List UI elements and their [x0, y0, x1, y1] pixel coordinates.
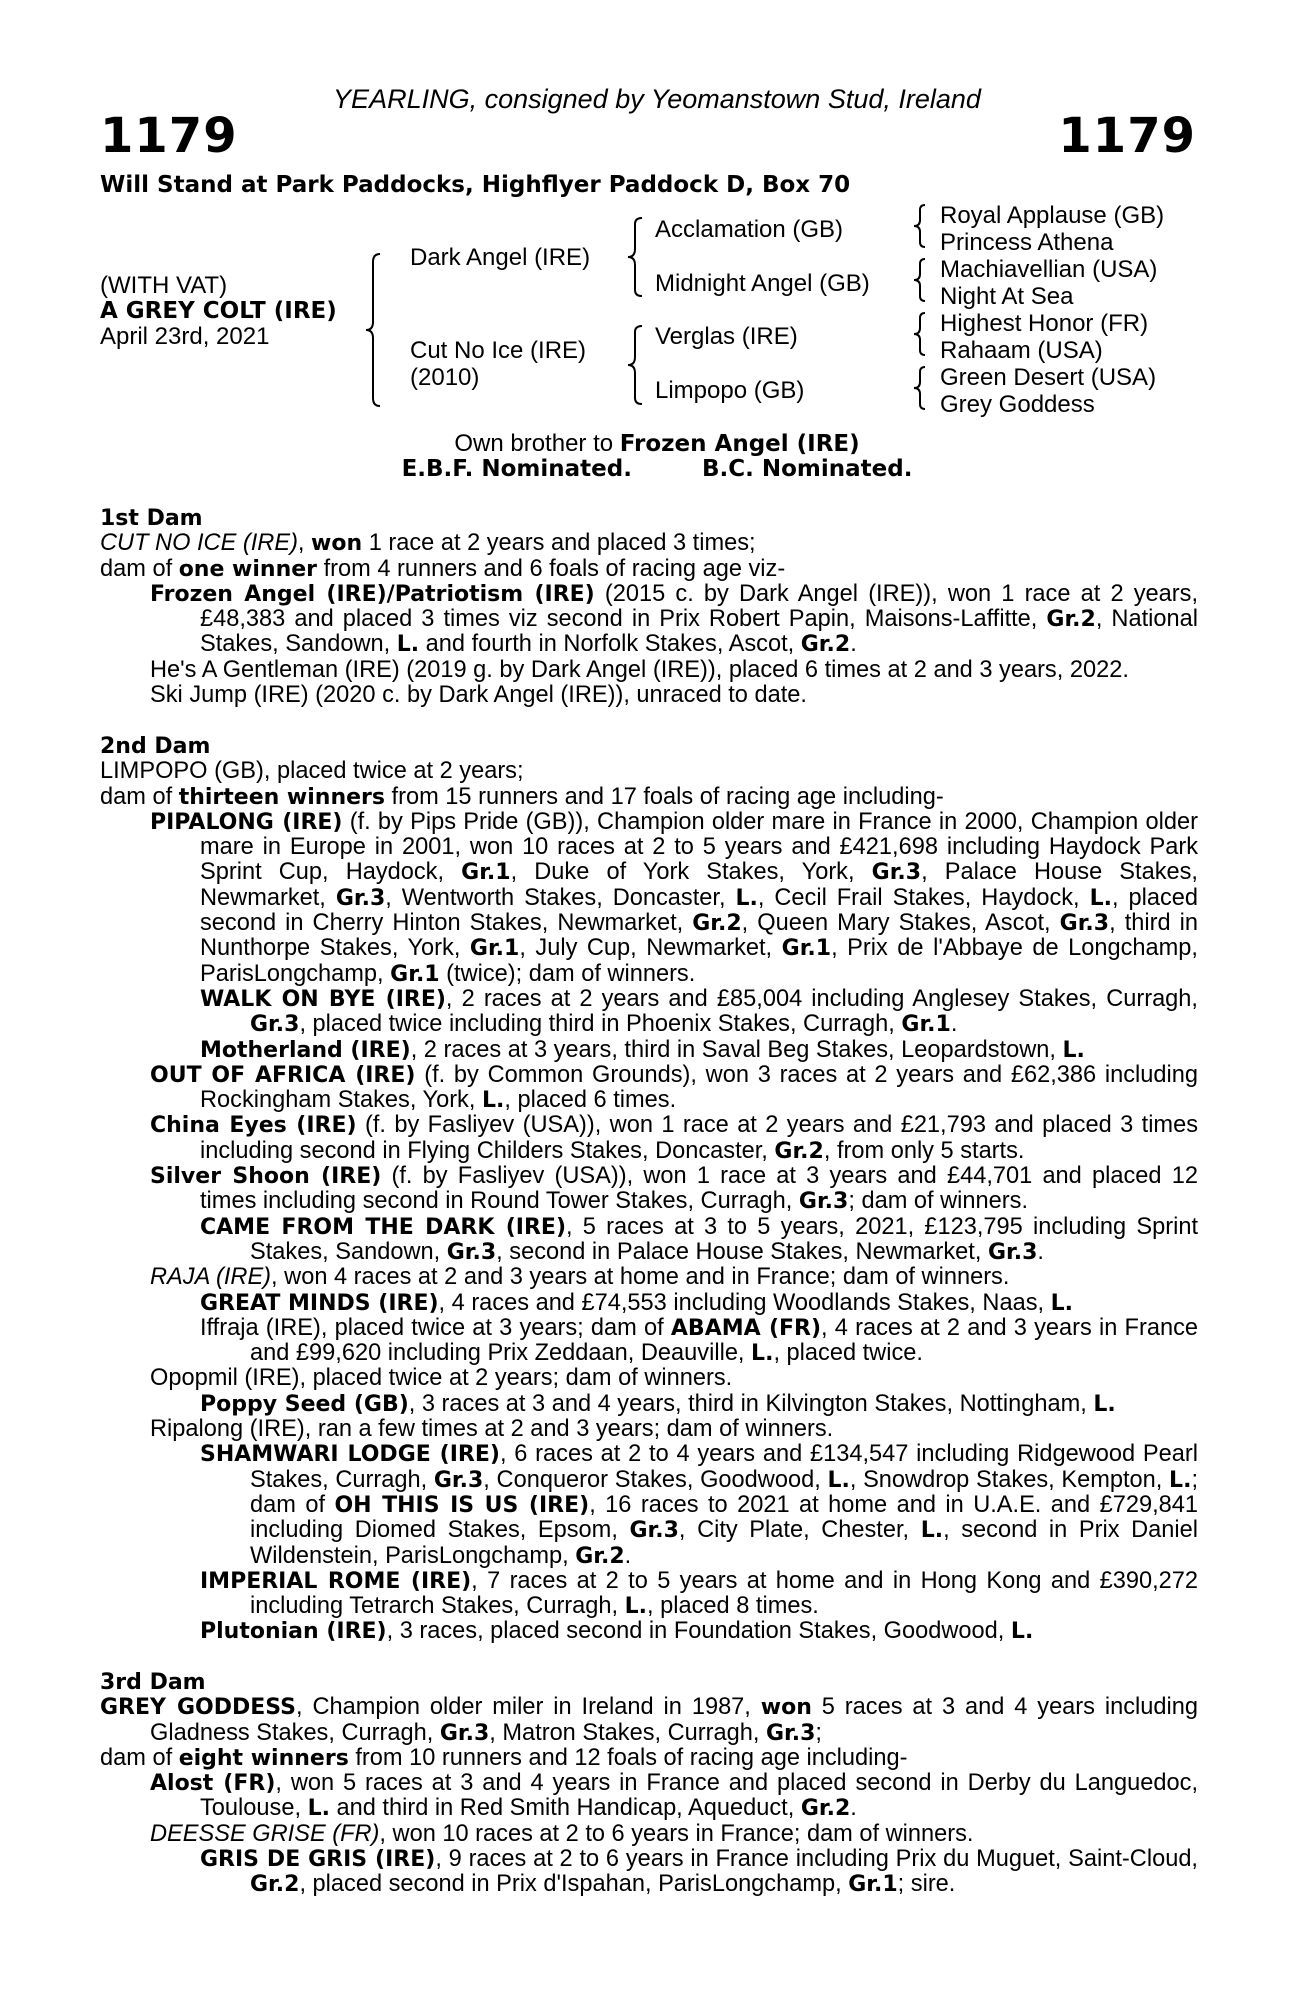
- sire-dam: Midnight Angel (GB): [655, 270, 870, 297]
- progeny-pipalong: PIPALONG (IRE) (f. by Pips Pride (GB)), Champion older mare in France in 2000, Champion older mare in Europe in 2001, won 10 races at 2 to 5 years and £421,698 including Haydock Park Sprint Cup, Haydock, Gr.1, Duke of York Stakes, York, Gr.3, Palace House Stakes, Newmarket, Gr.3, Wentworth Stakes, Doncaster, L., Cecil Frail Stakes, Haydock, L., placed second in Cherry Hinton Stakes, Newmarket, Gr.2, Queen Mary Stakes, Ascot, Gr.3, third in Nunthorpe Stakes, York, Gr.1, July Cup, Newmarket, Gr.1, Prix de l'Abbaye de Longchamp, ParisLongchamp, Gr.1 (twice); dam of winners.: [150, 808, 1198, 987]
- first-dam-record: CUT NO ICE (IRE), won 1 race at 2 years and placed 3 times;: [100, 530, 756, 557]
- progeny-gris-de-gris: GRIS DE GRIS (IRE), 9 races at 2 to 6 years in France including Prix du Muguet, Saint-Cloud, Gr.2, placed second in Prix d'Ispahan, ParisLongchamp, Gr.1; sire.: [200, 1846, 1198, 1898]
- dam-year: (2010): [410, 364, 480, 391]
- ancestor-5: Highest Honor (FR): [940, 310, 1149, 337]
- third-dam-section: [100, 1670, 1198, 1898]
- horse-name: A GREY COLT (IRE): [100, 298, 337, 324]
- third-dam-heading: 3rd Dam: [100, 1670, 206, 1695]
- progeny-deesse-grise: DEESSE GRISE (FR), won 10 races at 2 to 6 years in France; dam of winners.: [150, 1820, 974, 1847]
- second-dam-record: LIMPOPO (GB), placed twice at 2 years;: [100, 758, 524, 785]
- progeny-motherland: Motherland (IRE), 2 races at 3 years, third in Saval Beg Stakes, Leopardstown, L.: [200, 1036, 1085, 1063]
- ancestor-3: Machiavellian (USA): [940, 256, 1158, 283]
- progeny-china-eyes: China Eyes (IRE) (f. by Fasliyev (USA)), won 1 race at 2 years and £21,793 and placed 3 times including second in Flying Childers Stakes, Doncaster, Gr.2, from only 5 starts.: [150, 1112, 1199, 1164]
- progeny-ripalong: Ripalong (IRE), ran a few times at 2 and 3 years; dam of winners.: [150, 1416, 834, 1443]
- vat-note: (WITH VAT): [100, 272, 228, 299]
- dam-dam: Limpopo (GB): [655, 377, 805, 404]
- own-brother-name: Frozen Angel (IRE): [619, 431, 860, 457]
- progeny-great-minds: GREAT MINDS (IRE), 4 races and £74,553 including Woodlands Stakes, Naas, L.: [200, 1289, 1073, 1316]
- lot-number-right: 1179: [1058, 108, 1196, 164]
- progeny-alost: Alost (FR), won 5 races at 3 and 4 years in France and placed second in Derby du Languedoc, Toulouse, L. and third in Red Smith Handicap, Aqueduct, Gr.2.: [150, 1770, 1198, 1822]
- progeny-came-from-the-dark: CAME FROM THE DARK (IRE), 5 races at 3 to 5 years, 2021, £123,795 including Sprint Stakes, Sandown, Gr.3, second in Palace House Stakes, Newmarket, Gr.3.: [200, 1213, 1198, 1265]
- progeny-ski-jump: Ski Jump (IRE) (2020 c. by Dark Angel (IRE)), unraced to date.: [150, 682, 807, 709]
- own-brother-line: [0, 431, 1314, 457]
- progeny-out-of-africa: OUT OF AFRICA (IRE) (f. by Common Grounds), won 3 races at 2 years and £62,386 including Rockingham Stakes, York, L., placed 6 times.: [150, 1061, 1198, 1114]
- progeny-frozen-angel: Frozen Angel (IRE)/Patriotism (IRE) (2015 c. by Dark Angel (IRE)), won 1 race at 2 years, £48,383 and placed 3 times viz second in Prix Robert Papin, Maisons-Laffitte, Gr.2, National Stakes, Sandown, L. and fourth in Norfolk Stakes, Ascot, Gr.2.: [150, 580, 1199, 658]
- ancestor-4: Night At Sea: [940, 283, 1074, 310]
- second-dam-section: [100, 734, 1198, 1645]
- foaling-date: April 23rd, 2021: [100, 323, 270, 350]
- progeny-raja: RAJA (IRE), won 4 races at 2 and 3 years at home and in France; dam of winners.: [150, 1264, 1010, 1291]
- dam-name: Cut No Ice (IRE): [410, 337, 587, 364]
- stand-location: Will Stand at Park Paddocks, Highflyer Paddock D, Box 70: [100, 172, 851, 198]
- progeny-plutonian: Plutonian (IRE), 3 races, placed second in Foundation Stakes, Goodwood, L.: [200, 1618, 1034, 1645]
- ebf-nomination: E.B.F. Nominated.: [401, 456, 632, 482]
- brace-sire: [626, 216, 646, 298]
- lot-number-left: 1179: [100, 108, 238, 164]
- progeny-iffraja: Iffraja (IRE), placed twice at 3 years; dam of ABAMA (FR), 4 races at 2 and 3 years in France and £99,620 including Prix Zeddaan, Deauville, L., placed twice.: [200, 1314, 1198, 1367]
- progeny-opopmil: Opopmil (IRE), placed twice at 2 years; dam of winners.: [150, 1365, 733, 1392]
- ancestor-1: Royal Applause (GB): [940, 202, 1165, 229]
- brace-g3-2: [912, 257, 928, 303]
- brace-dam: [626, 324, 646, 406]
- brace-g3-3: [912, 311, 928, 357]
- progeny-hes-a-gentleman: He's A Gentleman (IRE) (2019 g. by Dark Angel (IRE)), placed 6 times at 2 and 3 years, 2022.: [150, 656, 1129, 683]
- nominations-line: [0, 456, 1314, 482]
- second-dam-produce-summary: dam of thirteen winners from 15 runners and 17 foals of racing age including-: [100, 783, 944, 810]
- consignor-line: YEARLING, consigned by Yeomanstown Stud, Ireland: [333, 84, 981, 114]
- sire-name: Dark Angel (IRE): [410, 244, 591, 271]
- first-dam-section: [100, 506, 1198, 708]
- ancestor-7: Green Desert (USA): [940, 364, 1157, 391]
- third-dam-record: GREY GODDESS, Champion older miler in Ireland in 1987, won 5 races at 3 and 4 years including Gladness Stakes, Curragh, Gr.3, Matron Stakes, Curragh, Gr.3;: [100, 1694, 1198, 1746]
- first-dam-produce-summary: dam of one winner from 4 runners and 6 foals of racing age viz-: [100, 555, 786, 582]
- ancestor-6: Rahaam (USA): [940, 337, 1103, 364]
- progeny-poppy-seed: Poppy Seed (GB), 3 races at 3 and 4 years, third in Kilvington Stakes, Nottingham, L.: [200, 1390, 1116, 1417]
- progeny-shamwari-lodge: SHAMWARI LODGE (IRE), 6 races at 2 to 4 years and £134,547 including Ridgewood Pearl Stakes, Curragh, Gr.3, Conqueror Stakes, Goodwood, L., Snowdrop Stakes, Kempton, L.; dam of OH THIS IS US (IRE), 16 races to 2021 at home and in U.A.E. and £729,841 including Diomed Stakes, Epsom, Gr.3, City Plate, Chester, L., second in Prix Daniel Wildenstein, ParisLongchamp, Gr.2.: [200, 1441, 1199, 1569]
- brace-gen1: [364, 252, 384, 408]
- bc-nomination: B.C. Nominated.: [701, 456, 913, 482]
- sire-sire: Acclamation (GB): [655, 216, 844, 243]
- progeny-walk-on-bye: WALK ON BYE (IRE), 2 races at 2 years and £85,004 including Anglesey Stakes, Curragh, Gr.3, placed twice including third in Phoenix Stakes, Curragh, Gr.1.: [200, 985, 1198, 1038]
- dam-sire: Verglas (IRE): [655, 323, 798, 350]
- progeny-silver-shoon: Silver Shoon (IRE) (f. by Fasliyev (USA)), won 1 race at 3 years and £44,701 and placed 12 times including second in Round Tower Stakes, Curragh, Gr.3; dam of winners.: [150, 1163, 1198, 1215]
- brace-g3-1: [912, 203, 928, 249]
- first-dam-heading: 1st Dam: [100, 506, 203, 531]
- ancestor-8: Grey Goddess: [940, 391, 1095, 418]
- second-dam-heading: 2nd Dam: [100, 734, 211, 759]
- third-dam-produce-summary: dam of eight winners from 10 runners and 12 foals of racing age including-: [100, 1744, 908, 1771]
- own-brother-prefix: Own brother to: [454, 430, 620, 457]
- brace-g3-4: [912, 365, 928, 411]
- ancestor-2: Princess Athena: [940, 229, 1114, 256]
- progeny-imperial-rome: IMPERIAL ROME (IRE), 7 races at 2 to 5 years at home and in Hong Kong and £390,272 including Tetrarch Stakes, Curragh, L., placed 8 times.: [200, 1567, 1198, 1620]
